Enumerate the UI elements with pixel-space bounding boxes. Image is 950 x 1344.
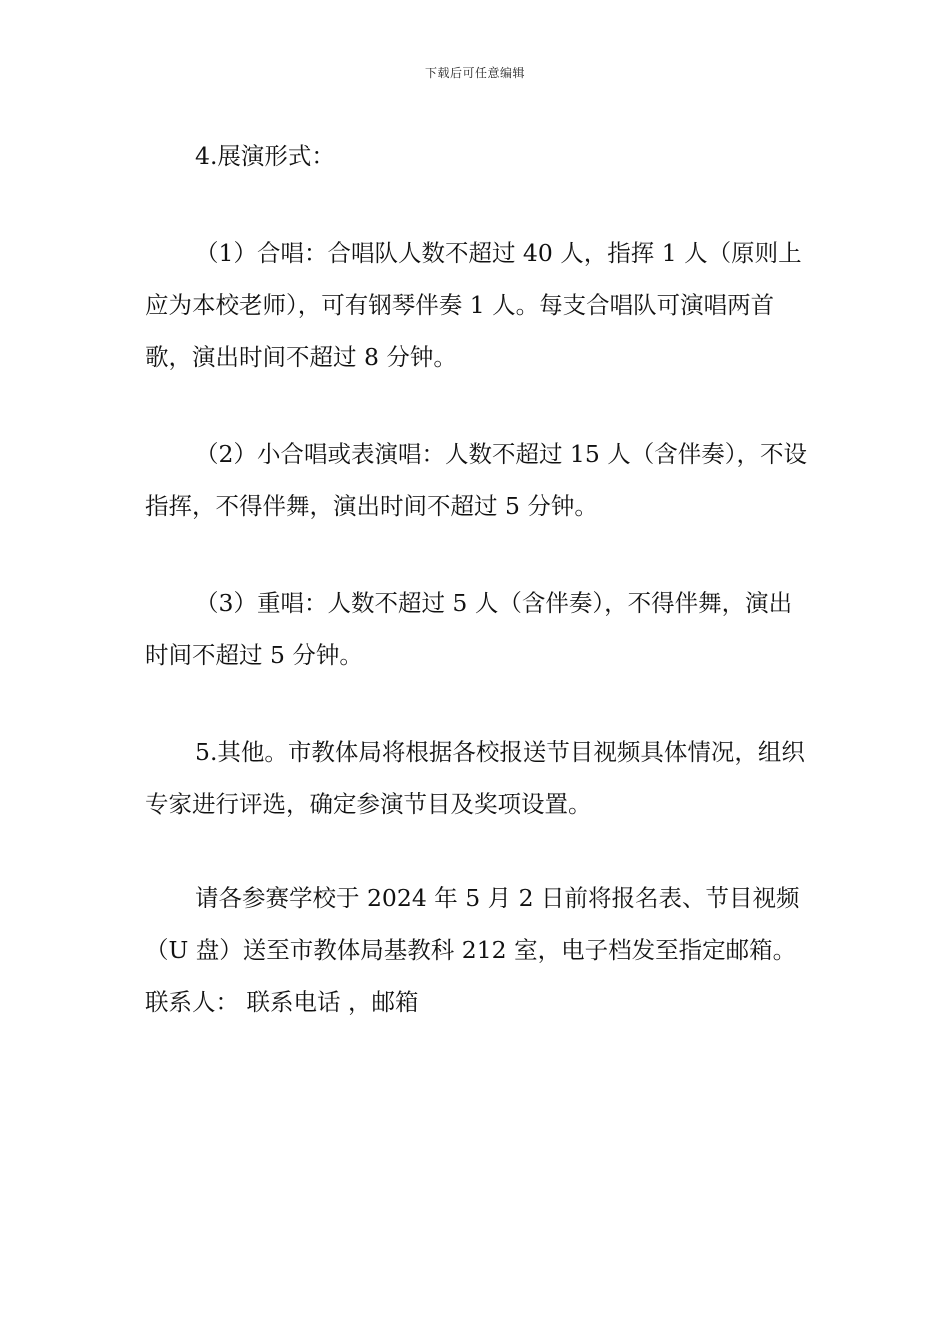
paragraph-submission-contact: 请各参赛学校于 2024 年 5 月 2 日前将报名表、节目视频（U 盘）送至市教体局基教科 212 室，电子档发至指定邮箱。联系人： 联系电话 ，邮箱 xyxy=(145,884,800,1016)
section-heading-display-format: 4.展演形式： xyxy=(195,142,335,170)
paragraph-other: 5.其他。市教体局将根据各校报送节目视频具体情况，组织专家进行评选，确定参演节目及奖项设置。 xyxy=(145,738,805,818)
paragraph-chorus: （1）合唱：合唱队人数不超过 40 人，指挥 1 人（原则上应为本校老师），可有钢琴伴奏 1 人。每支合唱队可演唱两首歌，演出时间不超过 8 分钟。 xyxy=(145,239,802,371)
document-body xyxy=(145,130,815,1028)
header-note: 下载后可任意编辑 xyxy=(424,66,525,80)
paragraph-ensemble: （3）重唱：人数不超过 5 人（含伴奏），不得伴舞，演出时间不超过 5 分钟。 xyxy=(145,589,793,669)
paragraph-small-chorus: （2）小合唱或表演唱：人数不超过 15 人（含伴奏），不设指挥，不得伴舞，演出时间不超过 5 分钟。 xyxy=(145,440,808,520)
